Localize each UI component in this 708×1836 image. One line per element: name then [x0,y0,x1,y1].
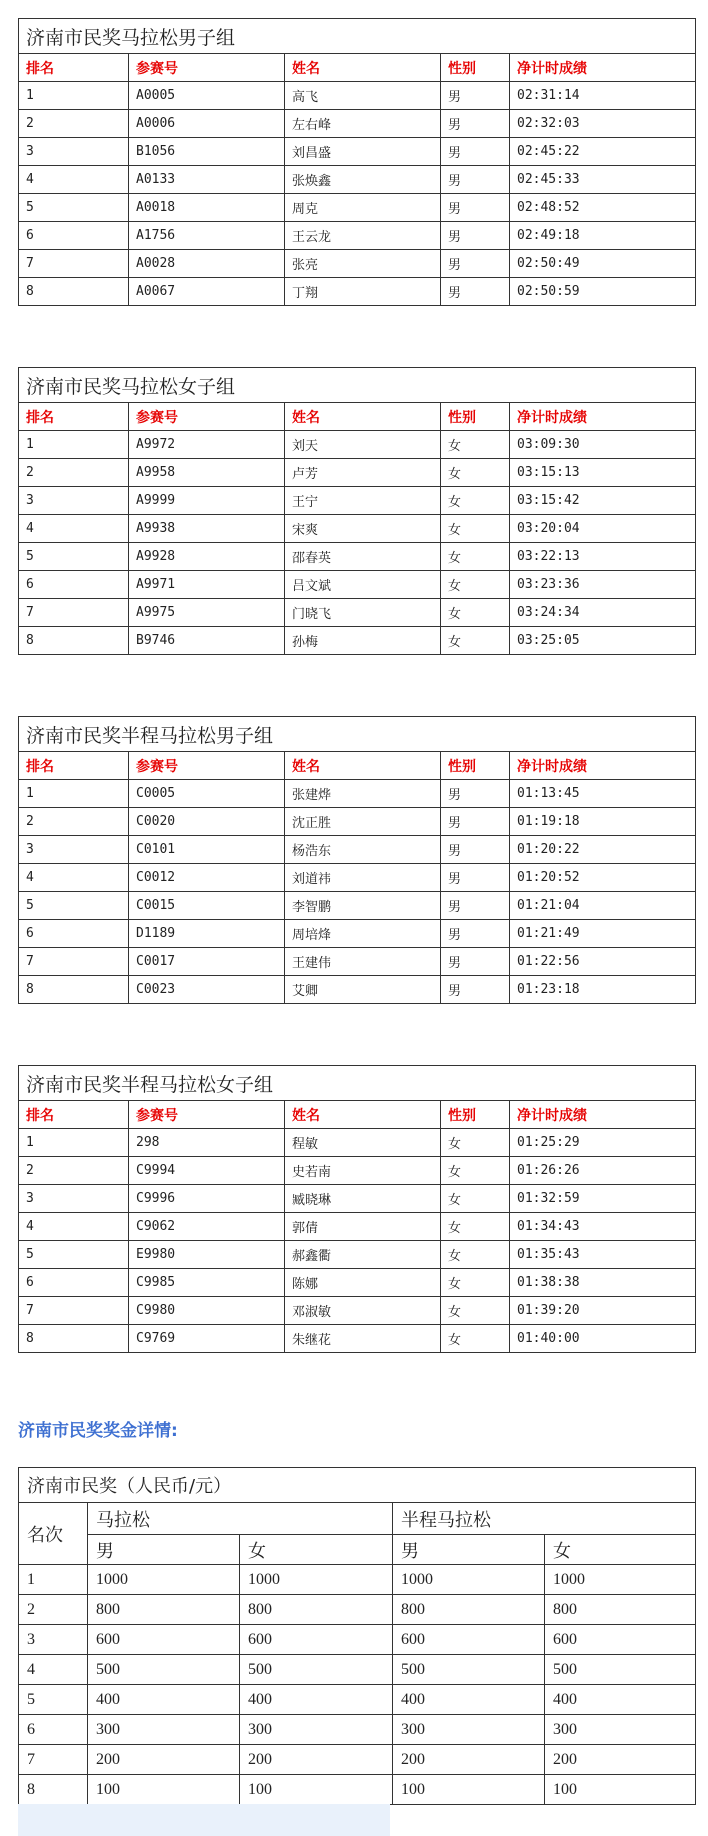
table-row [19,1241,696,1269]
sex-header: 女 [240,1535,393,1565]
bib-cell: A1756 [129,222,285,250]
table-row [19,82,696,110]
sex-cell: 女 [441,1129,510,1157]
rank-cell: 3 [19,138,129,166]
bib-cell: A0067 [129,278,285,306]
sex-cell: 女 [441,459,510,487]
sex-cell: 女 [441,1269,510,1297]
prize-heading: 济南市民奖奖金详情: [18,1421,178,1441]
time-cell: 01:25:29 [510,1129,696,1157]
rank-cell: 4 [19,1655,88,1685]
sex-cell: 女 [441,487,510,515]
col-header-bib: 参赛号 [129,54,285,82]
prize-cell: 600 [393,1625,545,1655]
table-row [19,1745,696,1775]
time-cell: 02:31:14 [510,82,696,110]
rank-cell: 1 [19,1565,88,1595]
table-row [19,222,696,250]
rank-cell: 8 [19,278,129,306]
prize-cell: 300 [240,1715,393,1745]
rank-cell: 6 [19,1269,129,1297]
rank-cell: 6 [19,571,129,599]
name-cell: 杨浩东 [285,836,441,864]
prize-cell: 100 [88,1775,240,1805]
table-row [19,920,696,948]
bib-cell: 298 [129,1129,285,1157]
sex-cell: 女 [441,1213,510,1241]
time-cell: 03:23:36 [510,571,696,599]
prize-cell: 200 [393,1745,545,1775]
sex-cell: 女 [441,571,510,599]
bib-cell: C9996 [129,1185,285,1213]
prize-cell: 200 [88,1745,240,1775]
prize-cell: 800 [88,1595,240,1625]
bib-cell: D1189 [129,920,285,948]
bib-cell: C0017 [129,948,285,976]
results-table-marathon-women [18,367,696,655]
rank-cell: 1 [19,1129,129,1157]
table-row [19,543,696,571]
table-row [19,1595,696,1625]
time-cell: 01:38:38 [510,1269,696,1297]
prize-cell: 400 [88,1685,240,1715]
time-cell: 03:25:05 [510,627,696,655]
rank-cell: 5 [19,194,129,222]
table-row [19,1325,696,1353]
col-header-name: 姓名 [285,1101,441,1129]
name-cell: 陈娜 [285,1269,441,1297]
col-header-name: 姓名 [285,54,441,82]
sex-cell: 男 [441,920,510,948]
rank-cell: 3 [19,1625,88,1655]
table-row [19,194,696,222]
time-cell: 01:35:43 [510,1241,696,1269]
sex-cell: 女 [441,543,510,571]
rank-cell: 7 [19,250,129,278]
name-cell: 艾卿 [285,976,441,1004]
col-header-rank: 排名 [19,403,129,431]
prize-cell: 400 [545,1685,696,1715]
table-row [19,138,696,166]
table-row [19,808,696,836]
rank-cell: 3 [19,836,129,864]
col-header-bib: 参赛号 [129,1101,285,1129]
table-row [19,250,696,278]
name-cell: 臧晓琳 [285,1185,441,1213]
rank-cell: 2 [19,110,129,138]
name-cell: 刘昌盛 [285,138,441,166]
col-header-bib: 参赛号 [129,752,285,780]
prize-cell: 1000 [240,1565,393,1595]
name-cell: 宋爽 [285,515,441,543]
prize-cell: 300 [545,1715,696,1745]
col-header-sex: 性别 [441,752,510,780]
rank-cell: 4 [19,864,129,892]
time-cell: 03:20:04 [510,515,696,543]
prize-cell: 600 [545,1625,696,1655]
table-row [19,1269,696,1297]
bib-cell: A9938 [129,515,285,543]
rank-header: 名次 [19,1503,88,1565]
sex-cell: 男 [441,166,510,194]
time-cell: 01:40:00 [510,1325,696,1353]
sex-cell: 男 [441,138,510,166]
prize-cell: 400 [393,1685,545,1715]
table-row [19,1655,696,1685]
col-header-sex: 性别 [441,403,510,431]
sex-cell: 女 [441,515,510,543]
table-row [19,571,696,599]
bib-cell: C9994 [129,1157,285,1185]
bib-cell: B9746 [129,627,285,655]
sex-cell: 男 [441,780,510,808]
prize-cell: 300 [393,1715,545,1745]
bib-cell: C0023 [129,976,285,1004]
time-cell: 01:32:59 [510,1185,696,1213]
prize-cell: 1000 [545,1565,696,1595]
sex-cell: 男 [441,836,510,864]
col-header-bib: 参赛号 [129,403,285,431]
table-row [19,1565,696,1595]
name-cell: 张焕鑫 [285,166,441,194]
sex-cell: 女 [441,1297,510,1325]
bib-cell: A0133 [129,166,285,194]
bib-cell: C0012 [129,864,285,892]
rank-cell: 5 [19,892,129,920]
table-title: 济南市民奖半程马拉松男子组 [19,717,696,752]
rank-cell: 7 [19,1297,129,1325]
time-cell: 01:22:56 [510,948,696,976]
time-cell: 01:21:49 [510,920,696,948]
table-row [19,431,696,459]
name-cell: 孙梅 [285,627,441,655]
table-row [19,110,696,138]
table-row [19,948,696,976]
sex-cell: 男 [441,948,510,976]
prize-cell: 100 [545,1775,696,1805]
rank-cell: 2 [19,1157,129,1185]
time-cell: 03:09:30 [510,431,696,459]
name-cell: 沈正胜 [285,808,441,836]
rank-cell: 8 [19,627,129,655]
col-header-sex: 性别 [441,1101,510,1129]
sex-cell: 女 [441,1325,510,1353]
time-cell: 02:45:33 [510,166,696,194]
sex-cell: 女 [441,599,510,627]
time-cell: 02:49:18 [510,222,696,250]
sex-cell: 女 [441,1185,510,1213]
time-cell: 01:20:52 [510,864,696,892]
name-cell: 王云龙 [285,222,441,250]
prize-cell: 800 [393,1595,545,1625]
time-cell: 03:22:13 [510,543,696,571]
rank-cell: 7 [19,599,129,627]
prize-table-title: 济南市民奖（人民币/元） [19,1468,696,1503]
bib-cell: A9975 [129,599,285,627]
prize-cell: 1000 [393,1565,545,1595]
table-row [19,780,696,808]
prize-cell: 200 [240,1745,393,1775]
bib-cell: C9980 [129,1297,285,1325]
rank-cell: 2 [19,1595,88,1625]
sex-header: 女 [545,1535,696,1565]
time-cell: 03:15:42 [510,487,696,515]
prize-cell: 500 [545,1655,696,1685]
sex-cell: 男 [441,110,510,138]
prize-cell: 400 [240,1685,393,1715]
bib-cell: A0006 [129,110,285,138]
rank-cell: 4 [19,515,129,543]
time-cell: 03:15:13 [510,459,696,487]
name-cell: 王宁 [285,487,441,515]
bib-cell: A0018 [129,194,285,222]
table-row [19,166,696,194]
sex-cell: 女 [441,1157,510,1185]
name-cell: 史若南 [285,1157,441,1185]
name-cell: 郝鑫衢 [285,1241,441,1269]
table-row [19,892,696,920]
rank-cell: 8 [19,1775,88,1805]
prize-cell: 100 [240,1775,393,1805]
bib-cell: A9928 [129,543,285,571]
rank-cell: 5 [19,1685,88,1715]
prize-cell: 300 [88,1715,240,1745]
group-header-marathon: 马拉松 [88,1503,393,1535]
table-row [19,1775,696,1805]
results-table-marathon-men [18,18,696,306]
rank-cell: 8 [19,976,129,1004]
bib-cell: A9999 [129,487,285,515]
sex-cell: 女 [441,627,510,655]
table-row [19,864,696,892]
table-row [19,627,696,655]
table-row [19,1715,696,1745]
prize-cell: 1000 [88,1565,240,1595]
table-title: 济南市民奖马拉松男子组 [19,19,696,54]
table-row [19,515,696,543]
rank-cell: 1 [19,431,129,459]
name-cell: 邵春英 [285,543,441,571]
prize-cell: 200 [545,1745,696,1775]
time-cell: 01:34:43 [510,1213,696,1241]
time-cell: 01:39:20 [510,1297,696,1325]
table-row [19,1185,696,1213]
sex-cell: 女 [441,431,510,459]
sex-cell: 男 [441,278,510,306]
table-row [19,1213,696,1241]
rank-cell: 2 [19,808,129,836]
name-cell: 左右峰 [285,110,441,138]
bib-cell: C0015 [129,892,285,920]
rank-cell: 8 [19,1325,129,1353]
rank-cell: 5 [19,1241,129,1269]
time-cell: 02:50:49 [510,250,696,278]
name-cell: 周克 [285,194,441,222]
rank-cell: 1 [19,82,129,110]
prize-cell: 100 [393,1775,545,1805]
bib-cell: C0005 [129,780,285,808]
name-cell: 李智鹏 [285,892,441,920]
col-header-name: 姓名 [285,403,441,431]
footer-bar [18,1804,390,1836]
col-header-sex: 性别 [441,54,510,82]
rank-cell: 6 [19,1715,88,1745]
prize-cell: 500 [240,1655,393,1685]
table-row [19,1685,696,1715]
col-header-time: 净计时成绩 [510,54,696,82]
rank-cell: 2 [19,459,129,487]
table-row [19,459,696,487]
name-cell: 刘天 [285,431,441,459]
bib-cell: C0101 [129,836,285,864]
bib-cell: B1056 [129,138,285,166]
bib-cell: A9972 [129,431,285,459]
sex-header: 男 [88,1535,240,1565]
rank-cell: 3 [19,487,129,515]
time-cell: 02:48:52 [510,194,696,222]
sex-cell: 男 [441,194,510,222]
table-row [19,1129,696,1157]
bib-cell: C9062 [129,1213,285,1241]
results-table-half-marathon-men [18,716,696,1004]
time-cell: 02:50:59 [510,278,696,306]
table-row [19,976,696,1004]
prize-cell: 600 [240,1625,393,1655]
sex-cell: 男 [441,864,510,892]
prize-cell: 500 [88,1655,240,1685]
name-cell: 邓淑敏 [285,1297,441,1325]
table-row [19,278,696,306]
rank-cell: 1 [19,780,129,808]
bib-cell: A9958 [129,459,285,487]
time-cell: 02:45:22 [510,138,696,166]
prize-cell: 500 [393,1655,545,1685]
time-cell: 01:20:22 [510,836,696,864]
time-cell: 02:32:03 [510,110,696,138]
table-row [19,1297,696,1325]
sex-cell: 男 [441,250,510,278]
table-row [19,487,696,515]
rank-cell: 7 [19,948,129,976]
sex-header: 男 [393,1535,545,1565]
prize-cell: 800 [545,1595,696,1625]
rank-cell: 4 [19,166,129,194]
rank-cell: 3 [19,1185,129,1213]
name-cell: 高飞 [285,82,441,110]
name-cell: 郭倩 [285,1213,441,1241]
prize-table [18,1467,696,1805]
name-cell: 张建烨 [285,780,441,808]
prize-cell: 800 [240,1595,393,1625]
name-cell: 朱继花 [285,1325,441,1353]
time-cell: 01:19:18 [510,808,696,836]
sex-cell: 男 [441,892,510,920]
table-row [19,599,696,627]
sex-cell: 男 [441,222,510,250]
time-cell: 03:24:34 [510,599,696,627]
group-header-half-marathon: 半程马拉松 [393,1503,696,1535]
col-header-time: 净计时成绩 [510,1101,696,1129]
bib-cell: A0028 [129,250,285,278]
sex-cell: 男 [441,976,510,1004]
time-cell: 01:13:45 [510,780,696,808]
bib-cell: C9769 [129,1325,285,1353]
rank-cell: 5 [19,543,129,571]
name-cell: 丁翔 [285,278,441,306]
name-cell: 吕文斌 [285,571,441,599]
col-header-rank: 排名 [19,752,129,780]
table-row [19,1625,696,1655]
col-header-rank: 排名 [19,1101,129,1129]
name-cell: 刘道祎 [285,864,441,892]
bib-cell: E9980 [129,1241,285,1269]
col-header-time: 净计时成绩 [510,752,696,780]
name-cell: 张亮 [285,250,441,278]
sex-cell: 女 [441,1241,510,1269]
time-cell: 01:21:04 [510,892,696,920]
sex-cell: 男 [441,82,510,110]
time-cell: 01:26:26 [510,1157,696,1185]
prize-cell: 600 [88,1625,240,1655]
table-title: 济南市民奖半程马拉松女子组 [19,1066,696,1101]
table-row [19,1157,696,1185]
rank-cell: 6 [19,222,129,250]
col-header-rank: 排名 [19,54,129,82]
table-title: 济南市民奖马拉松女子组 [19,368,696,403]
name-cell: 门晓飞 [285,599,441,627]
sex-cell: 男 [441,808,510,836]
name-cell: 程敏 [285,1129,441,1157]
rank-cell: 7 [19,1745,88,1775]
bib-cell: C9985 [129,1269,285,1297]
rank-cell: 6 [19,920,129,948]
time-cell: 01:23:18 [510,976,696,1004]
name-cell: 王建伟 [285,948,441,976]
rank-cell: 4 [19,1213,129,1241]
bib-cell: A0005 [129,82,285,110]
results-table-half-marathon-women [18,1065,696,1353]
bib-cell: C0020 [129,808,285,836]
bib-cell: A9971 [129,571,285,599]
table-row [19,836,696,864]
col-header-time: 净计时成绩 [510,403,696,431]
col-header-name: 姓名 [285,752,441,780]
name-cell: 周培烽 [285,920,441,948]
name-cell: 卢芳 [285,459,441,487]
